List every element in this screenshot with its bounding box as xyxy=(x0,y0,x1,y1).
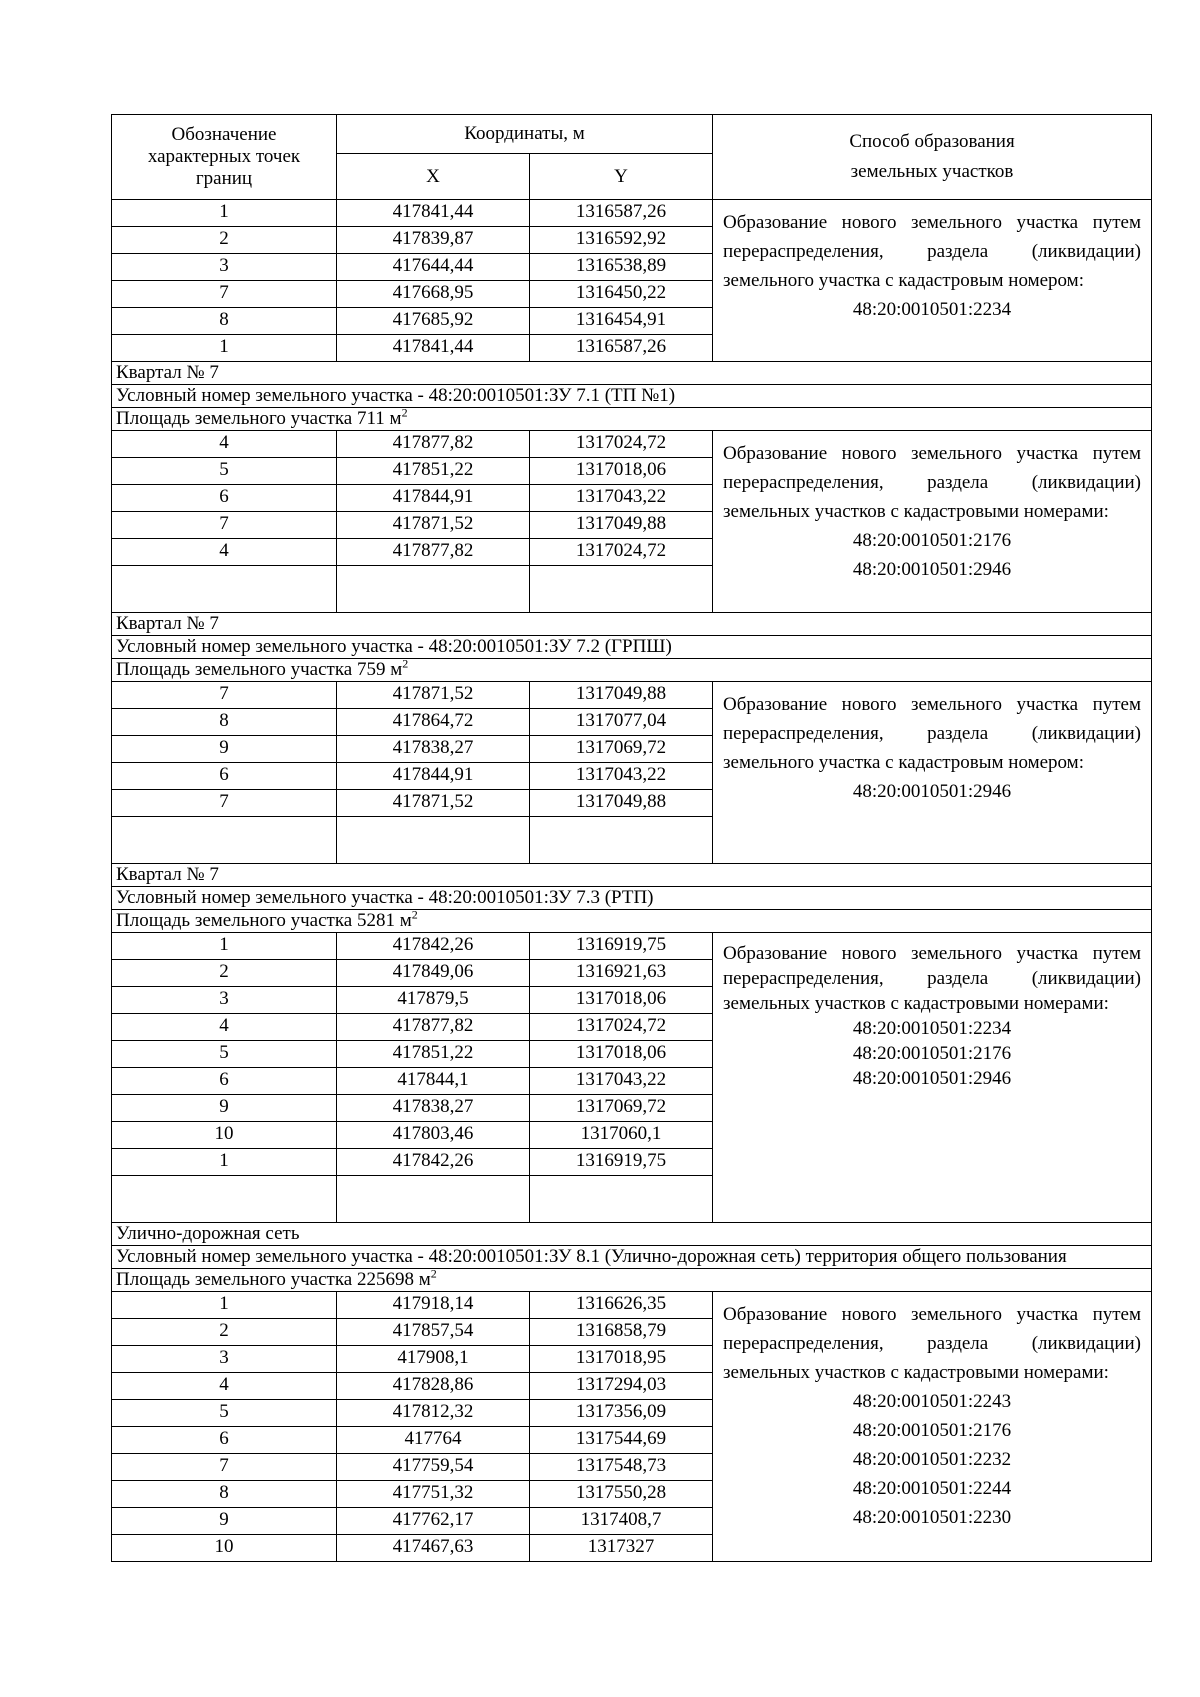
point-number: 1 xyxy=(112,335,337,362)
condition-number: Условный номер земельного участка - 48:20:0010501:ЗУ 8.1 (Улично-дорожная сеть) территория общего пользования xyxy=(112,1246,1152,1269)
point-x: 417871,52 xyxy=(337,682,530,709)
point-x: 417877,82 xyxy=(337,1014,530,1041)
point-number: 8 xyxy=(112,1481,337,1508)
method-text: Образование нового земельного участка путем перераспределения, раздела (ликвидации) земельных участков с кадастровыми номерами: xyxy=(723,443,1142,522)
point-number: 3 xyxy=(112,987,337,1014)
point-number: 10 xyxy=(112,1122,337,1149)
point-number: 5 xyxy=(112,458,337,485)
area-text: Площадь земельного участка 225698 м xyxy=(116,1269,431,1290)
point-number: 6 xyxy=(112,1427,337,1454)
cadastral-number: 48:20:0010501:2244 xyxy=(852,1478,1012,1499)
empty-cell xyxy=(530,1176,713,1223)
point-x: 417841,44 xyxy=(337,335,530,362)
empty-cell xyxy=(112,1176,337,1223)
condition-number-row xyxy=(112,1246,1152,1269)
point-y: 1317060,1 xyxy=(530,1122,713,1149)
formation-method-header: Способ образования земельных участков xyxy=(713,115,1152,200)
point-number: 4 xyxy=(112,1014,337,1041)
point-y: 1317018,95 xyxy=(530,1346,713,1373)
point-x: 417839,87 xyxy=(337,227,530,254)
point-y: 1317043,22 xyxy=(530,485,713,512)
point-row xyxy=(112,431,1152,458)
empty-cell xyxy=(337,566,530,613)
point-x: 417841,44 xyxy=(337,200,530,227)
point-y: 1317544,69 xyxy=(530,1427,713,1454)
point-y: 1317049,88 xyxy=(530,512,713,539)
condition-number: Условный номер земельного участка - 48:20:0010501:ЗУ 7.1 (ТП №1) xyxy=(112,385,1152,408)
point-x: 417685,92 xyxy=(337,308,530,335)
cadastral-number: 48:20:0010501:2243 xyxy=(852,1391,1012,1412)
method-text: Образование нового земельного участка путем перераспределения, раздела (ликвидации) земельного участка с кадастровым номером: xyxy=(723,694,1142,773)
point-x: 417849,06 xyxy=(337,960,530,987)
point-y: 1316921,63 xyxy=(530,960,713,987)
point-x: 417918,14 xyxy=(337,1292,530,1319)
condition-number-row xyxy=(112,887,1152,910)
empty-cell xyxy=(530,817,713,864)
point-x: 417871,52 xyxy=(337,512,530,539)
point-y: 1317018,06 xyxy=(530,987,713,1014)
area-unit-superscript: 2 xyxy=(411,909,418,922)
cadastral-number: 48:20:0010501:2176 xyxy=(852,1420,1012,1441)
point-x: 417668,95 xyxy=(337,281,530,308)
point-y: 1316587,26 xyxy=(530,335,713,362)
point-number: 9 xyxy=(112,1508,337,1535)
cadastral-number: 48:20:0010501:2176 xyxy=(852,1043,1012,1064)
point-number: 2 xyxy=(112,960,337,987)
point-number: 4 xyxy=(112,1373,337,1400)
point-y: 1317408,7 xyxy=(530,1508,713,1535)
point-number: 2 xyxy=(112,1319,337,1346)
point-x: 417764 xyxy=(337,1427,530,1454)
cadastral-number: 48:20:0010501:2176 xyxy=(852,530,1012,551)
point-x: 417751,32 xyxy=(337,1481,530,1508)
quarter-label: Улично-дорожная сеть xyxy=(112,1223,1152,1246)
formation-method xyxy=(713,200,1152,362)
point-number: 3 xyxy=(112,1346,337,1373)
method-text: Образование нового земельного участка путем перераспределения, раздела (ликвидации) земельных участков с кадастровыми номерами: xyxy=(723,943,1142,1014)
point-y: 1317548,73 xyxy=(530,1454,713,1481)
point-number: 5 xyxy=(112,1041,337,1068)
area-text: Площадь земельного участка 711 м xyxy=(116,408,402,429)
point-x: 417851,22 xyxy=(337,1041,530,1068)
point-number: 5 xyxy=(112,1400,337,1427)
point-number: 1 xyxy=(112,933,337,960)
area-text: Площадь земельного участка 759 м xyxy=(116,659,403,680)
area-unit-superscript: 2 xyxy=(430,1268,437,1281)
point-y: 1316450,22 xyxy=(530,281,713,308)
condition-number-row xyxy=(112,636,1152,659)
coordinates-header: Координаты, м xyxy=(337,115,713,154)
point-number: 6 xyxy=(112,1068,337,1095)
point-number: 8 xyxy=(112,308,337,335)
point-row xyxy=(112,682,1152,709)
coordinates-table xyxy=(111,114,1152,1562)
point-number: 1 xyxy=(112,1149,337,1176)
point-y: 1316919,75 xyxy=(530,1149,713,1176)
point-y: 1317024,72 xyxy=(530,539,713,566)
formation-method xyxy=(713,682,1152,864)
area-unit-superscript: 2 xyxy=(401,407,408,420)
point-x: 417844,1 xyxy=(337,1068,530,1095)
point-x: 417644,44 xyxy=(337,254,530,281)
cadastral-number: 48:20:0010501:2232 xyxy=(852,1449,1012,1470)
point-number: 6 xyxy=(112,763,337,790)
formation-method xyxy=(713,933,1152,1223)
parcel-area xyxy=(112,1269,1152,1292)
point-y: 1317356,09 xyxy=(530,1400,713,1427)
point-number: 9 xyxy=(112,1095,337,1122)
point-y: 1316454,91 xyxy=(530,308,713,335)
point-y: 1317069,72 xyxy=(530,1095,713,1122)
point-number: 2 xyxy=(112,227,337,254)
formation-method xyxy=(713,1292,1152,1562)
point-x: 417803,46 xyxy=(337,1122,530,1149)
condition-number-row xyxy=(112,385,1152,408)
coordinates-document xyxy=(111,114,1151,1562)
area-text: Площадь земельного участка 5281 м xyxy=(116,910,412,931)
area-row xyxy=(112,1269,1152,1292)
method-text: Образование нового земельного участка путем перераспределения, раздела (ликвидации) земельного участка с кадастровым номером: xyxy=(723,212,1142,291)
area-row xyxy=(112,408,1152,431)
point-y: 1316592,92 xyxy=(530,227,713,254)
point-y: 1317018,06 xyxy=(530,458,713,485)
parcel-area xyxy=(112,408,1152,431)
cadastral-number: 48:20:0010501:2234 xyxy=(852,299,1012,320)
quarter-label: Квартал № 7 xyxy=(112,613,1152,636)
empty-cell xyxy=(530,566,713,613)
point-x: 417838,27 xyxy=(337,1095,530,1122)
empty-cell xyxy=(337,817,530,864)
y-header: Y xyxy=(530,154,713,200)
point-number: 10 xyxy=(112,1535,337,1562)
empty-cell xyxy=(112,566,337,613)
parcel-area xyxy=(112,910,1152,933)
point-number: 7 xyxy=(112,281,337,308)
quarter-label: Квартал № 7 xyxy=(112,362,1152,385)
point-x: 417879,5 xyxy=(337,987,530,1014)
point-y: 1317043,22 xyxy=(530,1068,713,1095)
point-y: 1317024,72 xyxy=(530,431,713,458)
cadastral-number: 48:20:0010501:2230 xyxy=(852,1507,1012,1528)
point-number: 3 xyxy=(112,254,337,281)
parcels-body xyxy=(112,200,1152,1562)
point-y: 1317294,03 xyxy=(530,1373,713,1400)
point-x: 417877,82 xyxy=(337,539,530,566)
quarter-row xyxy=(112,864,1152,887)
point-x: 417844,91 xyxy=(337,485,530,512)
method-text: Образование нового земельного участка путем перераспределения, раздела (ликвидации) земельных участков с кадастровыми номерами: xyxy=(723,1304,1142,1383)
point-y: 1317049,88 xyxy=(530,790,713,817)
quarter-row xyxy=(112,1223,1152,1246)
point-number: 7 xyxy=(112,1454,337,1481)
empty-cell xyxy=(337,1176,530,1223)
cadastral-number: 48:20:0010501:2946 xyxy=(852,559,1012,580)
area-unit-superscript: 2 xyxy=(402,658,409,671)
point-x: 417844,91 xyxy=(337,763,530,790)
point-number: 4 xyxy=(112,539,337,566)
point-y: 1317327 xyxy=(530,1535,713,1562)
condition-number: Условный номер земельного участка - 48:20:0010501:ЗУ 7.3 (РТП) xyxy=(112,887,1152,910)
point-number: 1 xyxy=(112,200,337,227)
point-x: 417842,26 xyxy=(337,933,530,960)
area-row xyxy=(112,659,1152,682)
quarter-row xyxy=(112,613,1152,636)
point-number: 7 xyxy=(112,512,337,539)
parcel-area xyxy=(112,659,1152,682)
point-number: 1 xyxy=(112,1292,337,1319)
point-x: 417812,32 xyxy=(337,1400,530,1427)
point-number: 4 xyxy=(112,431,337,458)
point-y: 1316626,35 xyxy=(530,1292,713,1319)
point-number: 6 xyxy=(112,485,337,512)
point-y: 1317069,72 xyxy=(530,736,713,763)
point-number: 9 xyxy=(112,736,337,763)
quarter-label: Квартал № 7 xyxy=(112,864,1152,887)
point-x: 417871,52 xyxy=(337,790,530,817)
point-x: 417759,54 xyxy=(337,1454,530,1481)
area-row xyxy=(112,910,1152,933)
x-header: X xyxy=(337,154,530,200)
point-number: 7 xyxy=(112,682,337,709)
point-y: 1317550,28 xyxy=(530,1481,713,1508)
quarter-row xyxy=(112,362,1152,385)
point-y: 1316587,26 xyxy=(530,200,713,227)
point-y: 1317024,72 xyxy=(530,1014,713,1041)
point-x: 417838,27 xyxy=(337,736,530,763)
cadastral-number: 48:20:0010501:2946 xyxy=(852,1068,1012,1089)
point-x: 417851,22 xyxy=(337,458,530,485)
point-x: 417908,1 xyxy=(337,1346,530,1373)
point-number: 7 xyxy=(112,790,337,817)
point-designation-header: Обозначение характерных точек границ xyxy=(112,115,337,200)
point-y: 1316858,79 xyxy=(530,1319,713,1346)
point-x: 417762,17 xyxy=(337,1508,530,1535)
point-y: 1317018,06 xyxy=(530,1041,713,1068)
point-y: 1317043,22 xyxy=(530,763,713,790)
point-x: 417842,26 xyxy=(337,1149,530,1176)
cadastral-number: 48:20:0010501:2946 xyxy=(852,781,1012,802)
empty-cell xyxy=(112,817,337,864)
point-number: 8 xyxy=(112,709,337,736)
point-y: 1316538,89 xyxy=(530,254,713,281)
point-y: 1316919,75 xyxy=(530,933,713,960)
point-y: 1317049,88 xyxy=(530,682,713,709)
point-x: 417877,82 xyxy=(337,431,530,458)
point-x: 417467,63 xyxy=(337,1535,530,1562)
point-x: 417864,72 xyxy=(337,709,530,736)
point-y: 1317077,04 xyxy=(530,709,713,736)
point-x: 417857,54 xyxy=(337,1319,530,1346)
point-row xyxy=(112,933,1152,960)
point-row xyxy=(112,200,1152,227)
point-row xyxy=(112,1292,1152,1319)
condition-number: Условный номер земельного участка - 48:20:0010501:ЗУ 7.2 (ГРПШ) xyxy=(112,636,1152,659)
formation-method xyxy=(713,431,1152,613)
point-x: 417828,86 xyxy=(337,1373,530,1400)
cadastral-number: 48:20:0010501:2234 xyxy=(852,1018,1012,1039)
